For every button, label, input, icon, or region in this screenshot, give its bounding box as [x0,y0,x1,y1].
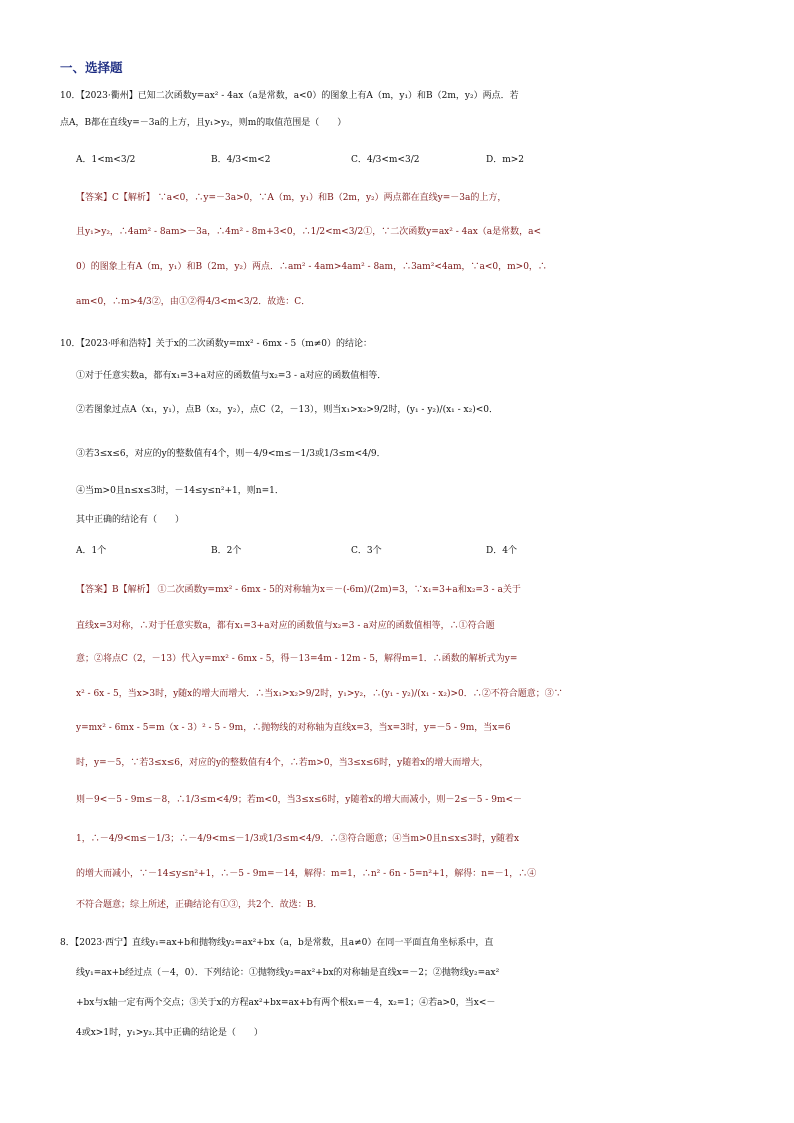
answer-10a-line-2: 且y₁>y₂，∴4am² - 8am>－3a，∴4m² - 8m+3<0，∴1/2<m<3/2①，∵二次函数y=ax² - 4ax（a是常数，a< [76,227,542,237]
answer-10a-line-1: 【答案】C【解析】 ∵a<0，∴y=－3a>0，∵A（m，y₁）和B（2m，y₂）两点都在直线y=－3a的上方， [76,193,507,203]
option-a: A．1个 [76,546,107,556]
answer-10a-line-4: am<0，∴m>4/3②，由①②得4/3<m<3/2．故选：C． [76,297,311,307]
question-10a-line-2: 点A，B都在直线y=－3a的上方，且y₁>y₂，则m的取值范围是（ ） [60,118,347,128]
answer-10b-line-3: 意；②将点C（2，－13）代入y=mx² - 6mx - 5，得－13=4m - 12m - 5，解得m=1．∴函数的解析式为y= [76,654,518,664]
answer-10b-line-9: 的增大而减小，∵－14≤y≤n²+1，∴－5 - 9m=－14，解得：m=1，∴n² - 6n - 5=n²+1，解得：n=－1，∴④ [76,869,537,879]
statement-3: ③若3≤x≤6，对应的y的整数值有4个，则－4/9<m≤－1/3或1/3≤m<4/9． [76,449,386,459]
question-10b-options [0,541,794,561]
section-title: 一、选择题 [60,60,123,75]
answer-10b-line-1: 【答案】B【解析】 ①二次函数y=mx² - 6mx - 5的对称轴为x＝－(-6m)/(2m)=3，∵x₁=3+a和x₂=3 - a关于 [76,585,521,595]
option-c: C．3个 [351,546,382,556]
question-10b-ask: 其中正确的结论有（ ） [76,515,185,525]
option-b: B．4/3<m<2 [211,155,271,165]
question-8-line-1: 8．【2023·西宁】直线y₁=ax+b和抛物线y₂=ax²+bx（a，b是常数，且a≠0）在同一平面直角坐标系中，直 [60,938,494,948]
option-c: C．4/3<m<3/2 [351,155,420,165]
statement-1: ①对于任意实数a，都有x₁=3+a对应的函数值与x₂=3 - a对应的函数值相等． [76,371,387,381]
option-d: D．4个 [486,546,517,556]
answer-10b-line-5: y=mx² - 6mx - 5=m（x - 3）² - 5 - 9m，∴抛物线的对称轴为直线x=3，当x=3时，y=－5 - 9m，当x=6 [76,723,511,733]
answer-10a-line-3: 0）的图象上有A（m，y₁）和B（2m，y₂）两点．∴am² - 4am>4am² - 8am，∴3am²<4am，∵a<0，m>0，∴ [76,262,547,272]
question-10a-line-1: 10．【2023·衢州】已知二次函数y=ax² - 4ax（a是常数，a<0）的图象上有A（m，y₁）和B（2m，y₂）两点．若 [60,91,519,101]
question-10b-line-1: 10．【2023·呼和浩特】关于x的二次函数y=mx² - 6mx - 5（m≠0）的结论： [60,339,373,349]
answer-10b-line-7: 则－9<－5 - 9m≤－8，∴1/3≤m<4/9；若m<0，当3≤x≤6时，y随着x的增大而减小，则－2≤－5 - 9m<－ [76,795,522,805]
option-b: B．2个 [211,546,242,556]
option-a: A．1<m<3/2 [76,155,136,165]
answer-10b-line-4: x² - 6x - 5，当x>3时，y随x的增大而增大．∴当x₁>x₂>9/2时，y₁>y₂，∴(y₁ - y₂)/(x₁ - x₂)>0．∴②不符合题意；③∵ [76,689,563,699]
question-8-line-3: +bx与x轴一定有两个交点；③关于x的方程ax²+bx=ax+b有两个根x₁=－4，x₂=1；④若a>0，当x<－ [76,998,496,1008]
question-8-line-4: 4或x>1时，y₁>y₂.其中正确的结论是（ ） [76,1028,263,1038]
statement-4: ④当m>0且n≤x≤3时，－14≤y≤n²+1，则n=1． [76,486,284,496]
question-8-line-2: 线y₁=ax+b经过点（－4，0）．下列结论：①抛物线y₂=ax²+bx的对称轴是直线x=－2；②抛物线y₂=ax² [76,968,500,978]
statement-2: ②若图象过点A（x₁，y₁），点B（x₂，y₂），点C（2，－13），则当x₁>x₂>9/2时，(y₁ - y₂)/(x₁ - x₂)<0． [76,405,498,415]
option-d: D．m>2 [486,155,525,165]
question-10a-options [0,150,794,170]
answer-10b-line-8: 1，∴－4/9<m≤－1/3；∴－4/9<m≤－1/3或1/3≤m<4/9．∴③符合题意；④当m>0且n≤x≤3时，y随着x [76,834,520,844]
answer-10b-line-2: 直线x=3对称，∴对于任意实数a，都有x₁=3+a对应的函数值与x₂=3 - a对应的函数值相等，∴①符合题 [76,621,495,631]
answer-10b-line-6: 时，y=－5，∵若3≤x≤6，对应的y的整数值有4个，∴若m>0，当3≤x≤6时，y随着x的增大而增大， [76,758,489,768]
answer-10b-line-10: 不符合题意；综上所述，正确结论有①③，共2个．故选：B． [76,900,323,910]
